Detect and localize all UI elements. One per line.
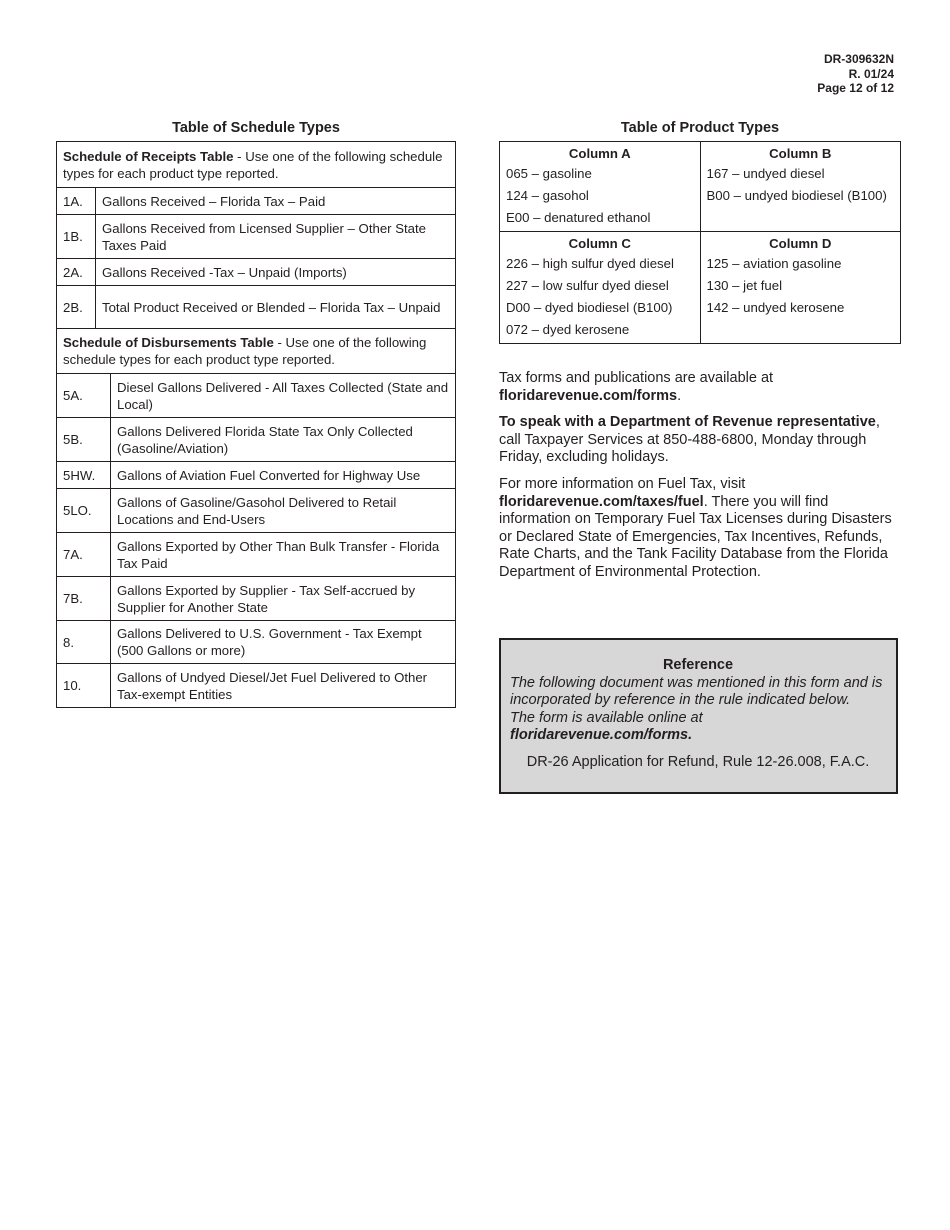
schedule-code: 1B.: [57, 215, 96, 259]
schedule-code: 1A.: [57, 188, 96, 215]
list-item: 125 – aviation gasoline: [706, 256, 842, 271]
forms-paragraph: Tax forms and publications are available at floridarevenue.com/forms.: [499, 370, 774, 404]
schedule-description: Total Product Received or Blended – Florida Tax – Unpaid: [96, 286, 456, 329]
schedule-code: 5LO.: [57, 489, 111, 533]
reference-box: [499, 638, 898, 794]
table-row: [57, 489, 456, 533]
fuel-tax-paragraph: For more information on Fuel Tax, visit floridarevenue.com/taxes/fuel. There you will find information on Temporary Fuel Tax Licenses during Disasters or Declared State of Emergencies, Tax Incentives, Refunds, Rate Charts, and the Tank Facility Database from the Florida Department of Environmental Protection.: [499, 475, 892, 580]
list-item: 065 – gasoline: [506, 166, 592, 181]
reference-text: The following document was mentioned in this form and is incorporated by reference in the rule indicated below.: [510, 674, 883, 709]
form-identifier: [817, 52, 894, 96]
schedule-code: 7A.: [57, 533, 111, 577]
product-types-title: Table of Product Types: [620, 120, 780, 136]
forms-link[interactable]: floridarevenue.com/forms: [499, 387, 678, 404]
disbursements-table: [56, 328, 456, 708]
column-d-cell: [700, 232, 901, 344]
schedule-code: 5A.: [57, 374, 111, 418]
list-item: 226 – high sulfur dyed diesel: [506, 256, 674, 271]
schedule-description: Gallons of Aviation Fuel Converted for Highway Use: [111, 462, 456, 489]
receipts-header: Schedule of Receipts Table - Use one of the following schedule types for each product type reported.: [57, 142, 456, 188]
form-number: DR-309632N: [823, 52, 894, 66]
contact-paragraph: To speak with a Department of Revenue representative, call Taxpayer Services at 850-488-6800, Monday through Friday, excluding holidays.: [499, 414, 880, 466]
table-row: [57, 374, 456, 418]
list-item: B00 – undyed biodiesel (B100): [706, 188, 887, 203]
list-item: 142 – undyed kerosene: [706, 300, 845, 315]
table-row: [57, 418, 456, 462]
table-row: [57, 188, 456, 215]
table-row: [57, 462, 456, 489]
table-row: [57, 577, 456, 621]
schedule-types-section: [56, 119, 456, 708]
list-item: 124 – gasohol: [506, 188, 589, 203]
column-c-cell: [500, 232, 701, 344]
column-a-label: Column A: [568, 146, 631, 161]
page-number: Page 12 of 12: [817, 81, 894, 95]
column-b-cell: [700, 142, 901, 232]
list-item: D00 – dyed biodiesel (B100): [506, 300, 673, 315]
column-c-label: Column C: [568, 236, 631, 251]
schedule-description: Diesel Gallons Delivered - All Taxes Collected (State and Local): [111, 374, 456, 418]
schedule-code: 7B.: [57, 577, 111, 621]
list-item: 072 – dyed kerosene: [506, 322, 630, 337]
reference-availability: The form is available online at floridarevenue.com/forms.: [510, 709, 703, 744]
disbursements-header: Schedule of Disbursements Table - Use one of the following schedule types for each product type reported.: [57, 329, 456, 374]
schedule-code: 8.: [57, 621, 111, 664]
schedule-description: Gallons Received – Florida Tax – Paid: [96, 188, 456, 215]
product-types-section: [499, 119, 901, 344]
schedule-types-title: Table of Schedule Types: [172, 120, 340, 136]
table-row: [57, 215, 456, 259]
schedule-description: Gallons of Gasoline/Gasohol Delivered to Retail Locations and End-Users: [111, 489, 456, 533]
schedule-description: Gallons of Undyed Diesel/Jet Fuel Delivered to Other Tax-exempt Entities: [111, 664, 456, 708]
schedule-description: Gallons Received -Tax – Unpaid (Imports): [96, 259, 456, 286]
schedule-description: Gallons Exported by Other Than Bulk Transfer - Florida Tax Paid: [111, 533, 456, 577]
schedule-description: Gallons Delivered Florida State Tax Only Collected (Gasoline/Aviation): [111, 418, 456, 462]
receipts-table: [56, 141, 456, 329]
reference-document: DR-26 Application for Refund, Rule 12-26.008, F.A.C.: [526, 753, 870, 770]
list-item: 227 – low sulfur dyed diesel: [506, 278, 669, 293]
table-row: [57, 621, 456, 664]
schedule-description: Gallons Exported by Supplier - Tax Self-accrued by Supplier for Another State: [111, 577, 456, 621]
reference-forms-link[interactable]: floridarevenue.com/forms: [510, 727, 689, 744]
column-b-label: Column B: [769, 146, 832, 161]
revision-date: R. 01/24: [848, 66, 894, 81]
schedule-description: Gallons Received from Licensed Supplier – Other State Taxes Paid: [96, 215, 456, 259]
contact-info: [499, 370, 901, 591]
table-row: [57, 533, 456, 577]
schedule-code: 5B.: [57, 418, 111, 462]
table-row: [57, 664, 456, 708]
table-row: [57, 259, 456, 286]
reference-title: Reference: [662, 657, 734, 673]
schedule-code: 10.: [57, 664, 111, 708]
fuel-tax-link[interactable]: floridarevenue.com/taxes/fuel: [499, 493, 704, 510]
schedule-code: 5HW.: [57, 462, 111, 489]
list-item: E00 – denatured ethanol: [506, 210, 651, 225]
schedule-code: 2B.: [57, 286, 96, 329]
schedule-description: Gallons Delivered to U.S. Government - Tax Exempt (500 Gallons or more): [111, 621, 456, 664]
table-row: [57, 286, 456, 329]
schedule-code: 2A.: [57, 259, 96, 286]
column-a-cell: [500, 142, 701, 232]
column-d-label: Column D: [769, 236, 832, 251]
list-item: 130 – jet fuel: [706, 278, 783, 293]
list-item: 167 – undyed diesel: [706, 166, 825, 181]
product-types-table: [499, 141, 901, 344]
